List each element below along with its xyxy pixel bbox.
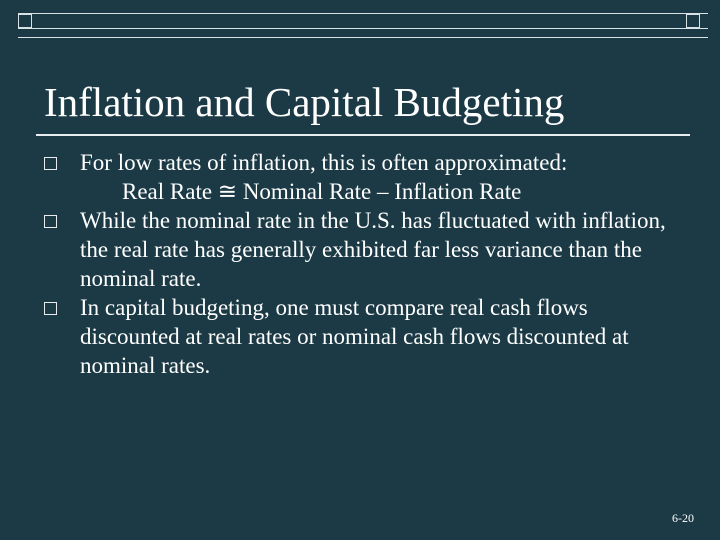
bullet-item [44, 206, 684, 293]
bullet-list [44, 148, 684, 380]
bullet-text: For low rates of inflation, this is often approximated: [80, 150, 568, 175]
decorative-line-middle [18, 28, 708, 29]
slide-title: Inflation and Capital Budgeting [44, 79, 565, 125]
square-bullet-icon [44, 215, 57, 228]
decorative-line-bottom [18, 37, 708, 38]
decorative-square-right [686, 14, 700, 28]
decorative-square-left [18, 14, 32, 28]
formula-line: Real Rate ≅ Nominal Rate – Inflation Rate [122, 179, 522, 204]
bullet-item [44, 293, 684, 380]
decorative-frame [18, 10, 708, 40]
square-bullet-icon [44, 302, 57, 315]
slide-number: 6-20 [672, 511, 694, 525]
bullet-text: In capital budgeting, one must compare real cash flows discounted at real rates or nominal cash flows discounted at nominal rates. [80, 295, 629, 378]
title-underline [36, 134, 690, 136]
square-bullet-icon [44, 157, 57, 170]
bullet-item [44, 148, 684, 206]
decorative-line-top [18, 13, 708, 14]
bullet-text: While the nominal rate in the U.S. has fluctuated with inflation, the real rate has generally exhibited far less variance than the nominal rate. [80, 208, 666, 291]
